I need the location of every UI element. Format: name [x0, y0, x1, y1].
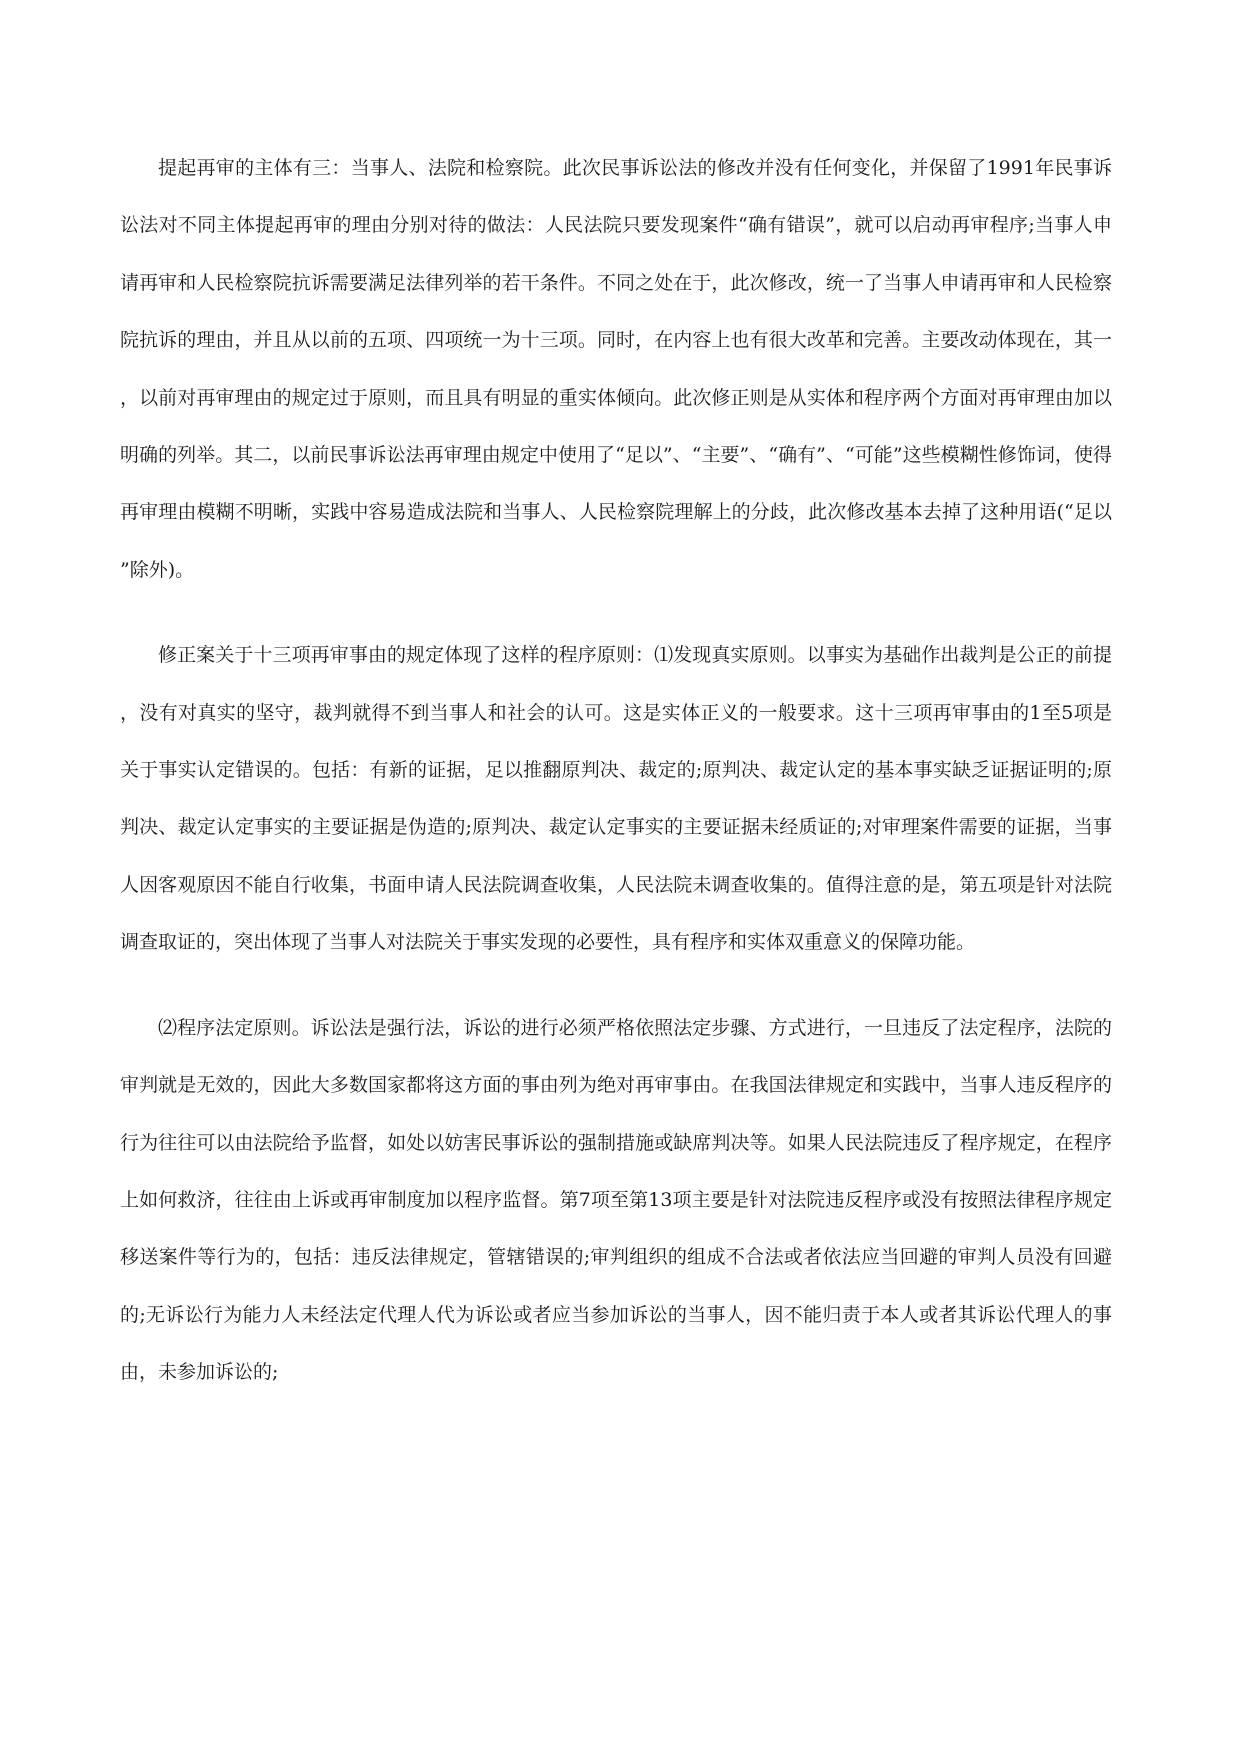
paragraph-3: ⑵程序法定原则。诉讼法是强行法，诉讼的进行必须严格依照法定步骤、方式进行，一旦违反了法定程序，法院的审判就是无效的，因此大多数国家都将这方面的事由列为绝对再审事由。在我国法律规定和实践中，当事人违反程序的行为往往可以由法院给予监督，如处以妨害民事诉讼的强制措施或缺席判决等。如果人民法院违反了程序规定，在程序上如何救济，往往由上诉或再审制度加以程序监督。第7项至第13项主要是针对法院违反程序或没有按照法律程序规定移送案件等行为的，包括：违反法律规定，管辖错误的;审判组织的组成不合法或者依法应当回避的审判人员没有回避的;无诉讼行为能力人未经法定代理人代为诉讼或者应当参加诉讼的当事人，因不能归责于本人或者其诉讼代理人的事由，未参加诉讼的;	[120, 1016, 1112, 1384]
paragraph-1: 提起再审的主体有三：当事人、法院和检察院。此次民事诉讼法的修改并没有任何变化，并保留了1991年民事诉讼法对不同主体提起再审的理由分别对待的做法：人民法院只要发现案件“确有错误”，就可以启动再审程序;当事人申请再审和人民检察院抗诉需要满足法律列举的若干条件。不同之处在于，此次修改，统一了当事人申请再审和人民检察院抗诉的理由，并且从以前的五项、四项统一为十三项。同时，在内容上也有很大改革和完善。主要改动体现在，其一，以前对再审理由的规定过于原则，而且具有明显的重实体倾向。此次修正则是从实体和程序两个方面对再审理由加以明确的列举。其二，以前民事诉讼法再审理由规定中使用了“足以”、“主要”、“确有”、“可能”这些模糊性修饰词，使得再审理由模糊不明晰，实践中容易造成法院和当事人、人民检察院理解上的分歧，此次修改基本去掉了这种用语(“足以”除外)。	[120, 157, 1112, 581]
body-text	[120, 140, 1112, 1402]
paragraph-2: 修正案关于十三项再审事由的规定体现了这样的程序原则：⑴发现真实原则。以事实为基础作出裁判是公正的前提，没有对真实的坚守，裁判就得不到当事人和社会的认可。这是实体正义的一般要求。这十三项再审事由的1至5项是关于事实认定错误的。包括：有新的证据，足以推翻原判决、裁定的;原判决、裁定认定的基本事实缺乏证据证明的;原判决、裁定认定事实的主要证据是伪造的;原判决、裁定认定事实的主要证据未经质证的;对审理案件需要的证据，当事人因客观原因不能自行收集，书面申请人民法院调查收集，人民法院未调查收集的。值得注意的是，第五项是针对法院调查取证的，突出体现了当事人对法院关于事实发现的必要性，具有程序和实体双重意义的保障功能。	[120, 644, 1112, 954]
